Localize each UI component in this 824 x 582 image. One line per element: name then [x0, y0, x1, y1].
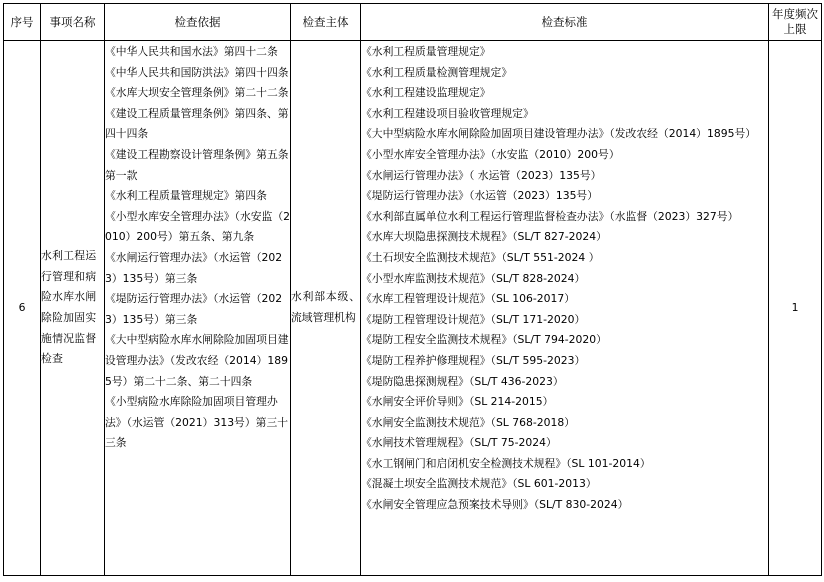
inspection-table [3, 3, 822, 576]
header-subject: 检查主体 [291, 4, 361, 41]
standard-item: 《水库大坝隐患探测技术规程》（SL/T 827-2024） [361, 230, 607, 244]
basis-item: 《中华人民共和国水法》第四十二条 [105, 45, 278, 58]
standard-item: 《堤防工程管理设计规范》（SL/T 171-2020） [361, 312, 586, 326]
basis-item: 《水利工程质量管理规定》第四条 [105, 189, 267, 203]
cell-seq: 6 [4, 41, 41, 576]
standard-item: 《堤防工程安全监测技术规程》（SL/T 794-2020） [361, 333, 607, 347]
standard-item: 《土石坝安全监测技术规范》（SL/T 551-2024 ） [361, 250, 600, 264]
standard-item: 《堤防运行管理办法》（水运管（2023）135号） [361, 189, 599, 203]
standard-item: 《水闸安全监测技术规范》（SL 768-2018） [361, 415, 576, 429]
standard-item: 《小型水库监测技术规范》（SL/T 828-2024） [361, 271, 586, 285]
standard-item: 《堤防工程养护修理规程》（SL/T 595-2023） [361, 353, 586, 367]
header-item-name: 事项名称 [41, 4, 105, 41]
basis-item: 《建设工程质量管理条例》第四条、第四十四条 [105, 106, 289, 141]
table-row [4, 41, 822, 576]
cell-frequency: 1 [769, 41, 822, 576]
basis-item: 《小型水库安全管理办法》（水安监（2010）200号）第五条、第九条 [105, 209, 291, 244]
header-frequency: 年度频次上限 [769, 4, 822, 41]
cell-subject: 水利部本级、流域管理机构 [291, 41, 361, 576]
standard-item: 《水工钢闸门和启闭机安全检测技术规程》（SL 101-2014） [361, 456, 651, 470]
standard-item: 《混凝土坝安全监测技术规范》（SL 601-2013） [361, 477, 597, 491]
standard-item: 《水利工程建设项目验收管理规定》 [361, 106, 534, 120]
standard-item: 《小型水库安全管理办法》（水安监（2010）200号） [361, 147, 620, 161]
standard-item: 《堤防隐患探测规程》（SL/T 436-2023） [361, 374, 564, 388]
header-basis: 检查依据 [105, 4, 291, 41]
basis-item: 《建设工程勘察设计管理条例》第五条第一款 [105, 147, 289, 182]
standard-item: 《水闸技术管理规程》（SL/T 75-2024） [361, 436, 557, 450]
cell-standard [361, 41, 769, 576]
standard-item: 《水库工程管理设计规范》（SL 106-2017） [361, 292, 576, 306]
standard-item: 《水利工程质量管理规定》 [361, 45, 491, 58]
basis-item: 《大中型病险水库水闸除险加固项目建设管理办法》（发改农经（2014）1895号）第二十二条、第二十四条 [105, 333, 289, 388]
standard-item: 《水闸运行管理办法》（ 水运管（2023）135号） [361, 168, 602, 182]
standard-item: 《水利工程建设监理规定》 [361, 86, 491, 100]
standard-item: 《水闸安全评价导则》（SL 214-2015） [361, 395, 554, 409]
basis-item: 《中华人民共和国防洪法》第四十四条 [105, 65, 289, 79]
basis-list [105, 42, 290, 454]
basis-item: 《水库大坝安全管理条例》第二十二条 [105, 86, 289, 100]
standard-item: 《大中型病险水库水闸除险加固项目建设管理办法》（发改农经（2014）1895号） [361, 127, 757, 141]
standard-list [361, 42, 768, 516]
standard-item: 《水闸安全管理应急预案技术导则》（SL/T 830-2024） [361, 498, 629, 512]
standard-item: 《水利工程质量检测管理规定》 [361, 65, 513, 79]
header-seq: 序号 [4, 4, 41, 41]
basis-item: 《堤防运行管理办法》（水运管（2023）135号）第三条 [105, 292, 283, 326]
standard-item: 《水利部直属单位水利工程运行管理监督检查办法》（水监督（2023）327号） [361, 209, 739, 223]
basis-item: 《小型病险水库除险加固项目管理办法》（水运管（2021）313号）第三十三条 [105, 395, 289, 450]
basis-item: 《水闸运行管理办法》（水运管（2023）135号）第三条 [105, 250, 283, 285]
header-row [4, 4, 822, 41]
cell-item-name: 水利工程运行管理和病险水库水闸除险加固实施情况监督检查 [41, 41, 105, 576]
header-standard: 检查标准 [361, 4, 769, 41]
cell-basis [105, 41, 291, 576]
